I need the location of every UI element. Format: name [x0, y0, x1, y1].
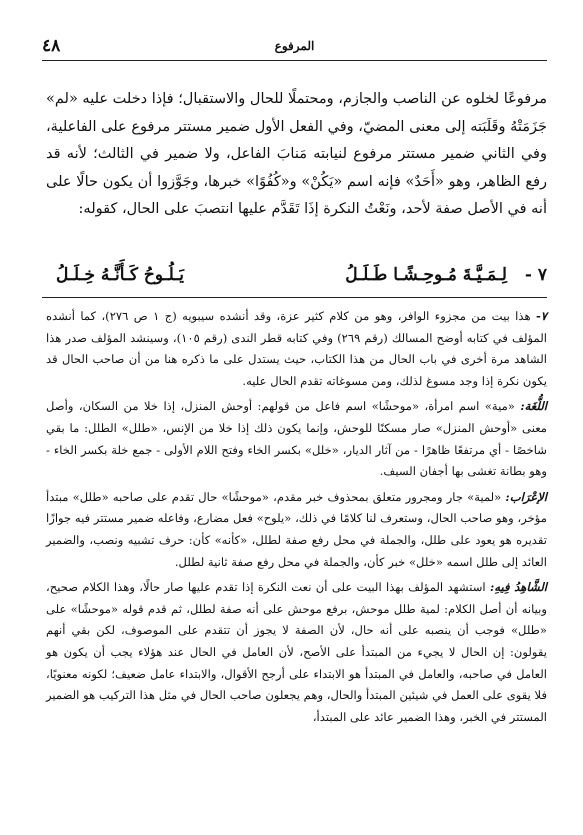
- lugha-text: «مية» اسم امرأة، «موحشًا» اسم فاعل من قولهم: أوحش المنزل، إذا خلا من السكان، وأصل معنى «أوحش المنزل» صار مسكنًا للوحش، وإنما يكون ذلك إذا خلا من الإنس، «طلل» الطلل: ما بقي شاخصًا - أي مرتفعًا ظاهرًا - من آثار الديار، «خلل» بكسر الخاء وفتح اللام الأولى - جمع خلة بكسر الخاء - وهو بطانة تغشى بها أجفان السيف.: [46, 399, 547, 479]
- footnote-shahid: [46, 577, 547, 728]
- main-paragraph: مرفوعًا لخلوه عن الناصب والجازم، ومحتملًا للحال والاستقبال؛ فإذا دخلت عليه «لم» جَزَمَتْهُ وقَلَبَته إلى معنى المضيّ، وفي الفعل الأول ضمير مستتر مرفوع على الفاعلية، وفي الثاني ضمير مستتر مرفوع لنيابته مَنابَ الفاعل، ولا ضمير في الثالث؛ لأنه قد رفع الظاهر، وهو «أَحَدٌ» فإنه اسم «يَكُنْ» و«كُفُوًا» خبرها، وجَوَّزوا أن يكون حالًا على أنه في الأصل صفة لأحد، ونَعْتُ النكرة إذَا تَقَدَّم عليها انتصبَ على الحال، كقوله:: [46, 91, 547, 218]
- footnote-intro: [46, 306, 547, 392]
- page-header: [42, 36, 547, 61]
- footnotes: [46, 306, 547, 732]
- shahid-text: استشهد المؤلف بهذا البيت على أن نعت النكرة إذا تقدم عليها صار حالًا، وهذا الكلام صحيح، وبيانه أن أصل الكلام: لمية طلل موحش، برفع موحش على أنه صفة لطلل، ثم قدم قوله «موحشًا» على «طلل» فوجب أن ينصبه على أنه حال، لأن الصفة لا يجوز أن تتقدم على الموصوف، لكن بقي أنهم يقولون: إن الحال لا يجيء من المبتدأ على الأصح، لأن العامل في الحال عند هؤلاء يجب أن يكون هو العامل في صاحبه، والعامل في المبتدأ هو الابتداء على أرجح الأقوال، والابتداء عامل ضعيف؛ لكونه معنويًا، فلا يقوى على العمل في شيئين المبتدأ والحال، وهم يجعلون صاحب الحال في مثل هذا التركيب هو الضمير المستتر في الخبر، وهذا الضمير عائد على المبتدأ،: [46, 580, 547, 724]
- footnote-irab: [46, 487, 547, 573]
- poetry-verse: [46, 261, 547, 295]
- lugha-label: اللُّغَة:: [520, 399, 547, 414]
- running-title: المرفوع: [274, 39, 315, 53]
- irab-text: «لمية» جار ومجرور متعلق بمحذوف خبر مقدم، «موحشًا» حال تقدم على صاحبه «طلل» مبتدأ مؤخر، وهو صاحب الحال، وستعرف لنا كلامًا في ذلك، «يلوح» فعل مضارع، وفاعله ضمير مستتر فيه جوازًا تقديره هو يعود على طلل، والجملة في محل رفع صفة لطلل، «كأنه» كأن: حرف تشبيه ونصب، والضمير العائد إلى طلل اسمه «خلل» خبر كأن، والجملة في محل رفع صفة ثانية لطلل.: [46, 489, 547, 569]
- verse-number: ٧ -: [524, 265, 547, 285]
- irab-label: الإعْرَاب:: [505, 489, 547, 504]
- footnote-number: ٧-: [535, 309, 548, 323]
- footnote-intro-text: هذا بيت من مجزوء الوافر، وهو من كلام كثير عزة، وقد أنشده سيبويه (ج ١ ص ٢٧٦)، كما أنشده المؤلف في كتابه أوضح المسالك (رقم ٢٦٩) وفي كتابه قطر الندى (رقم ١٠٥)، وسينشد المؤلف صدر هذا الشاهد مرة أخرى في باب الحال من هذا الكتاب، حيث يستدل على ما ذكره هنا من أن صاحب الحال قد يكون نكرة إذا وجد مسوغ لذلك، ومن مسوغاته تقدم الحال عليه.: [46, 309, 547, 388]
- footnote-divider: [42, 297, 547, 298]
- main-text: [46, 86, 547, 224]
- footnote-lugha: [46, 396, 547, 482]
- verse-hemistich-second: يَـلُـوحُ كَـأَنَّـهُ خِـلَـلُ: [56, 265, 184, 285]
- verse-hemistich-first: لِـمَـيَّـةَ مُـوحِـشًـا طَـلَـلُ: [345, 265, 507, 285]
- page-number: ٤٨: [42, 36, 61, 56]
- shahid-label: الشَّاهِدُ فِيهِ:: [489, 580, 548, 595]
